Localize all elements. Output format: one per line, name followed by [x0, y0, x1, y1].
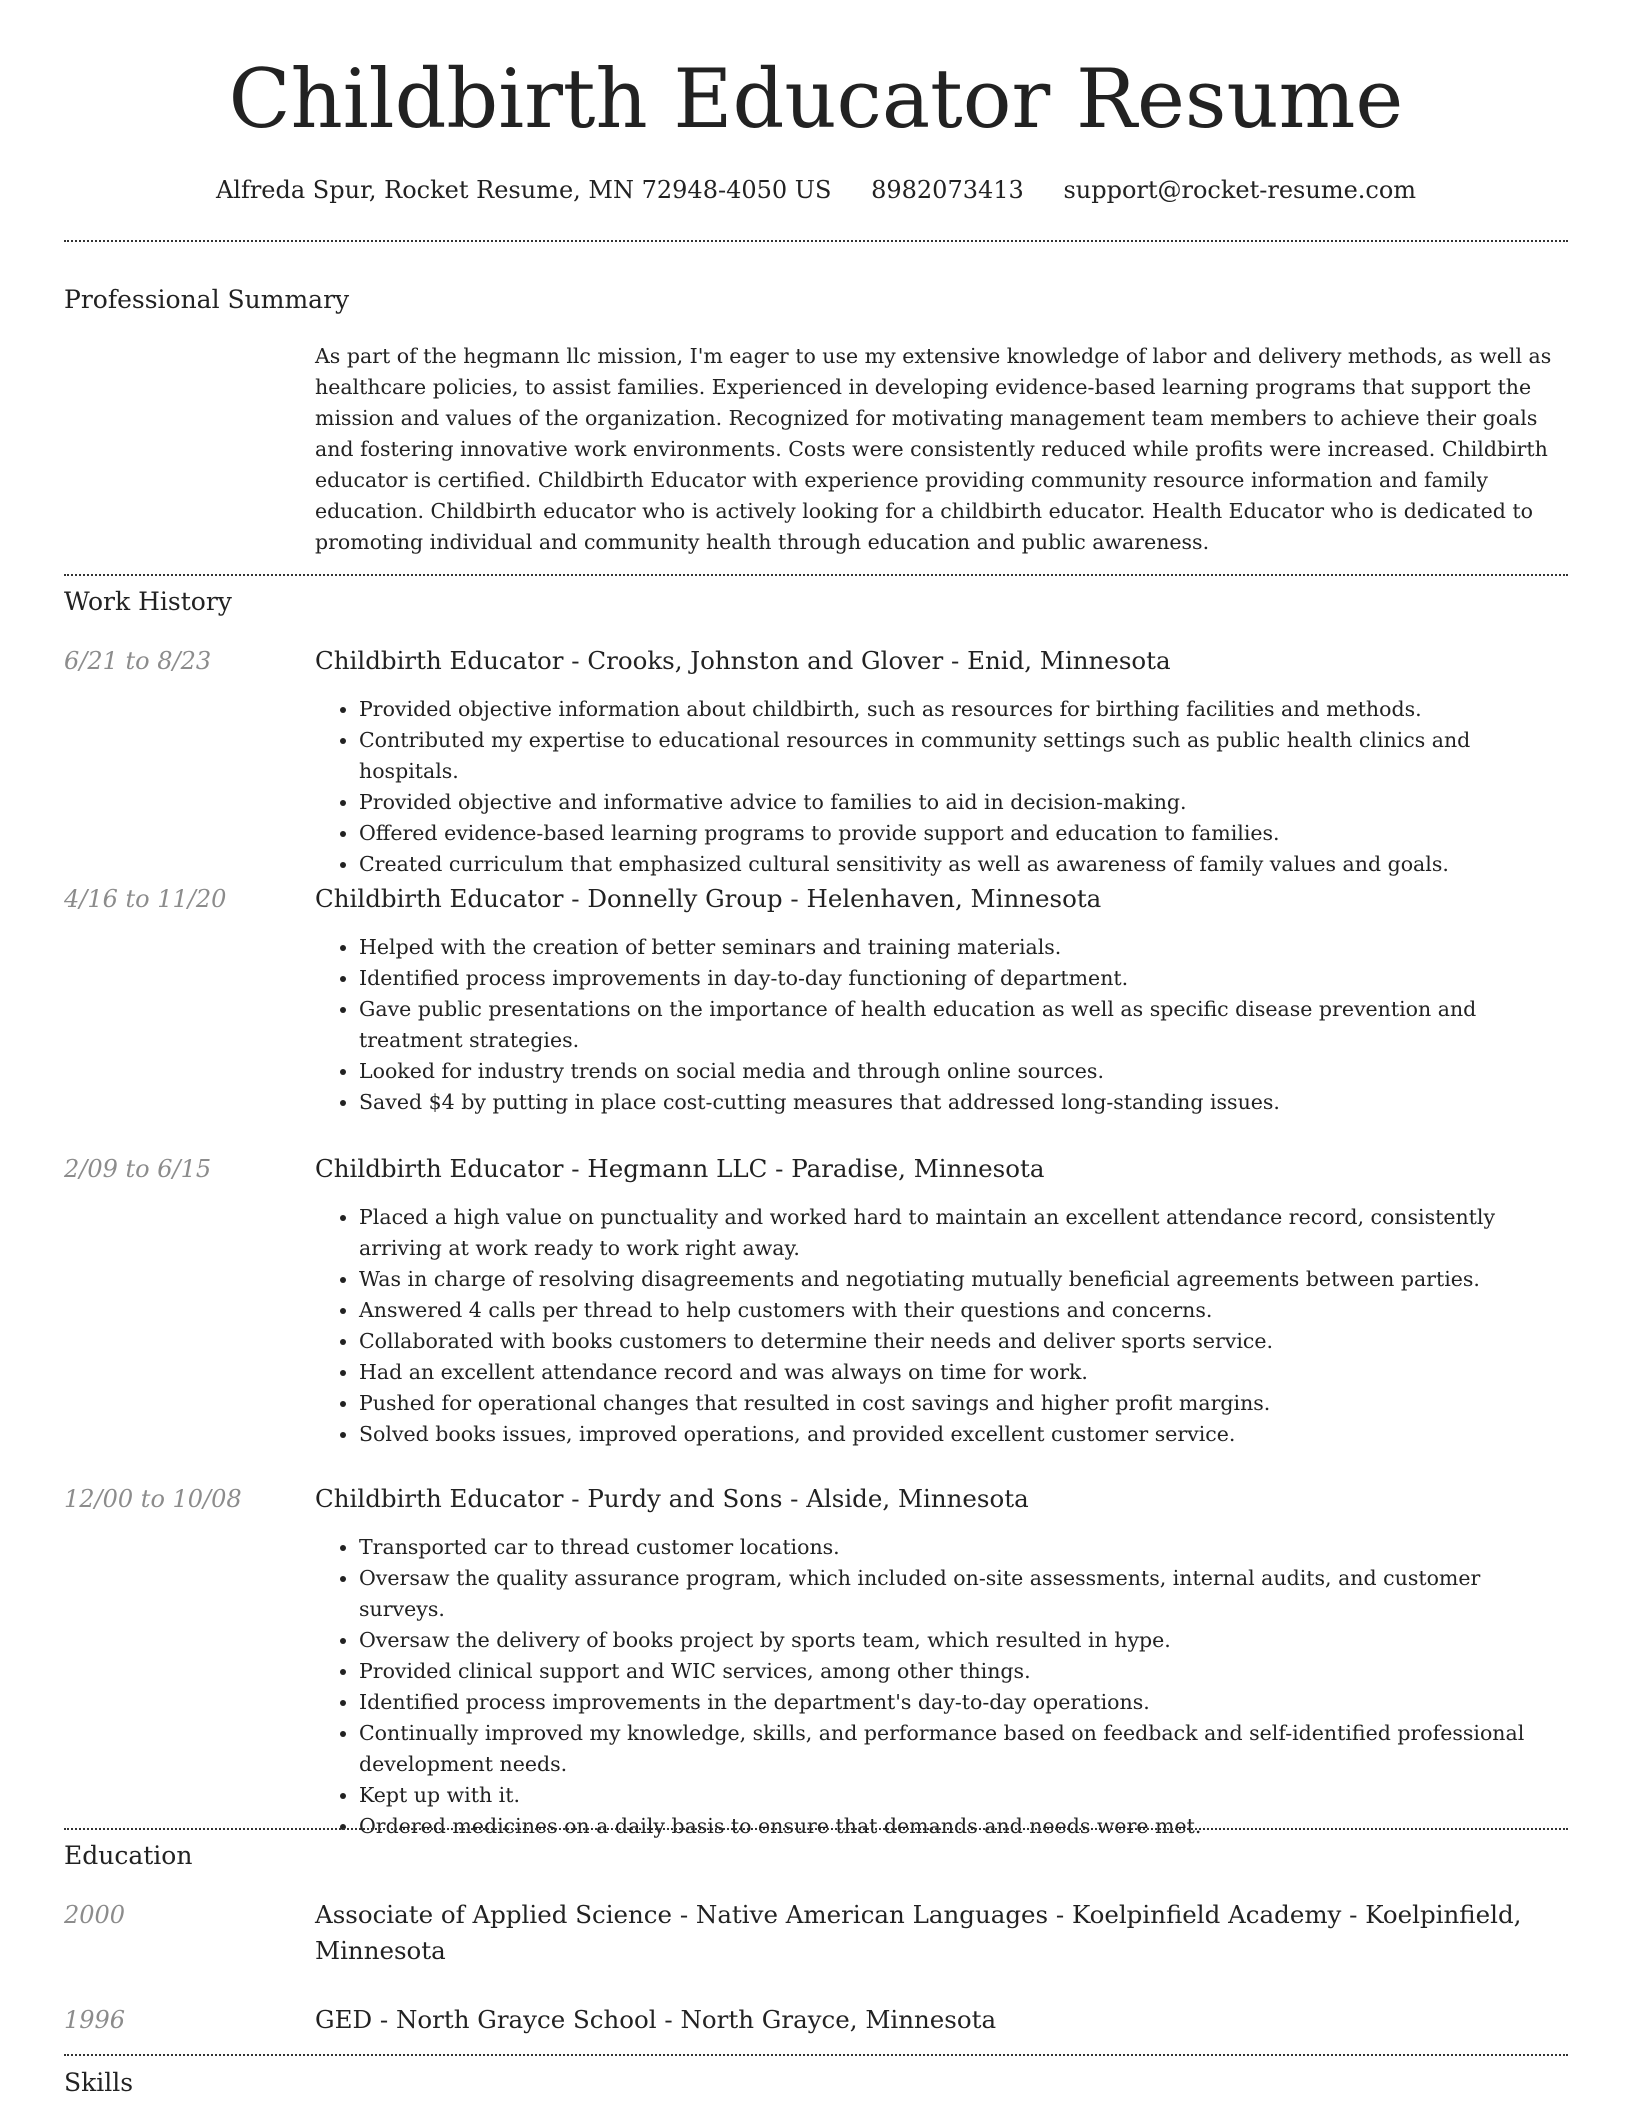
contact-address: Alfreda Spur, Rocket Resume, MN 72948-4050 US: [215, 176, 832, 204]
job-bullet: • Provided objective and informative advice to families to aid in decision-making.: [359, 787, 1568, 818]
job-title: Childbirth Educator - Purdy and Sons - Alside, Minnesota: [315, 1484, 1029, 1513]
job-bullet: • Provided objective information about childbirth, such as resources for birthing facilities and methods.: [359, 694, 1568, 725]
contact-phone: 8982073413: [871, 176, 1024, 204]
job-bullets: [315, 1202, 1568, 1450]
job-title: Childbirth Educator - Donnelly Group - Helenhaven, Minnesota: [315, 884, 1102, 913]
job-bullet: • Oversaw the delivery of books project by sports team, which resulted in hype.: [359, 1625, 1568, 1656]
job-bullet: • Helped with the creation of better seminars and training materials.: [359, 932, 1568, 963]
job-bullet: • Answered 4 calls per thread to help customers with their questions and concerns.: [359, 1295, 1568, 1326]
job-bullet: • Created curriculum that emphasized cultural sensitivity as well as awareness of family values and goals.: [359, 849, 1568, 880]
job-bullets: [315, 694, 1568, 880]
job-dates: 4/16 to 11/20: [64, 885, 227, 913]
job-bullets: [315, 1532, 1568, 1842]
job-bullet: • Identified process improvements in day-to-day functioning of department.: [359, 963, 1568, 994]
job-bullet: • Transported car to thread customer locations.: [359, 1532, 1568, 1563]
job-bullet: • Contributed my expertise to educational resources in community settings such as public health clinics and hospitals.: [359, 725, 1568, 787]
job-bullet: • Kept up with it.: [359, 1780, 1568, 1811]
section-divider: [64, 574, 1568, 576]
job-bullet: • Was in charge of resolving disagreements and negotiating mutually beneficial agreements between parties.: [359, 1264, 1568, 1295]
job-bullet: • Had an excellent attendance record and was always on time for work.: [359, 1357, 1568, 1388]
job-bullet: • Oversaw the quality assurance program, which included on-site assessments, internal audits, and customer surveys.: [359, 1563, 1568, 1625]
job-bullet: • Placed a high value on punctuality and worked hard to maintain an excellent attendance record, consistently arriving at work ready to work right away.: [359, 1202, 1568, 1264]
education-title: Associate of Applied Science - Native American Languages - Koelpinfield Academy - Koelpinfield, Minnesota: [315, 1900, 1522, 1965]
job-dates: 12/00 to 10/08: [64, 1485, 242, 1513]
job-bullet: • Gave public presentations on the importance of health education as well as specific disease prevention and treatment strategies.: [359, 994, 1568, 1056]
job-bullet: • Saved $4 by putting in place cost-cutting measures that addressed long-standing issues.: [359, 1087, 1568, 1118]
section-divider: [64, 2054, 1568, 2056]
section-divider: [64, 240, 1568, 242]
job-bullet: • Provided clinical support and WIC services, among other things.: [359, 1656, 1568, 1687]
section-divider: [64, 1828, 1568, 1830]
summary-heading: Professional Summary: [64, 285, 350, 314]
job-bullet: • Ordered medicines on a daily basis to ensure that demands and needs were met.: [359, 1811, 1568, 1842]
summary-text: As part of the hegmann llc mission, I'm eager to use my extensive knowledge of labor and delivery methods, as well as healthcare policies, to assist families. Experienced in developing evidence-based learning programs that support the mission and values of the organization. Recognized for motivating management team members to achieve their goals and fostering innovative work environments. Costs were consistently reduced while profits were increased. Childbirth educator is certified. Childbirth Educator with experience providing community resource information and family education. Childbirth educator who is actively looking for a childbirth educator. Health Educator who is dedicated to promoting individual and community health through education and public awareness.: [315, 344, 1552, 554]
job-bullet: • Looked for industry trends on social media and through online sources.: [359, 1056, 1568, 1087]
education-title: GED - North Grayce School - North Grayce, Minnesota: [315, 2005, 997, 2034]
contact-email: support@rocket-resume.com: [1063, 176, 1417, 204]
job-bullets: [315, 932, 1568, 1118]
work-history-heading: Work History: [64, 587, 232, 616]
job-title: Childbirth Educator - Hegmann LLC - Paradise, Minnesota: [315, 1154, 1045, 1183]
resume-title: Childbirth Educator Resume: [228, 53, 1404, 147]
job-title: Childbirth Educator - Crooks, Johnston and Glover - Enid, Minnesota: [315, 646, 1171, 675]
job-dates: 6/21 to 8/23: [64, 647, 212, 675]
job-bullet: • Pushed for operational changes that resulted in cost savings and higher profit margins.: [359, 1388, 1568, 1419]
job-bullet: • Identified process improvements in the department's day-to-day operations.: [359, 1687, 1568, 1718]
education-heading: Education: [64, 1841, 193, 1870]
skills-heading: Skills: [64, 2068, 134, 2097]
job-bullet: • Collaborated with books customers to determine their needs and deliver sports service.: [359, 1326, 1568, 1357]
job-bullet: • Continually improved my knowledge, skills, and performance based on feedback and self-identified professional development needs.: [359, 1718, 1568, 1780]
job-bullet: • Offered evidence-based learning programs to provide support and education to families.: [359, 818, 1568, 849]
education-year: 1996: [64, 2006, 126, 2034]
job-bullet: • Solved books issues, improved operations, and provided excellent customer service.: [359, 1419, 1568, 1450]
contact-line: [0, 170, 1632, 210]
education-year: 2000: [64, 1901, 126, 1929]
job-dates: 2/09 to 6/15: [64, 1155, 212, 1183]
